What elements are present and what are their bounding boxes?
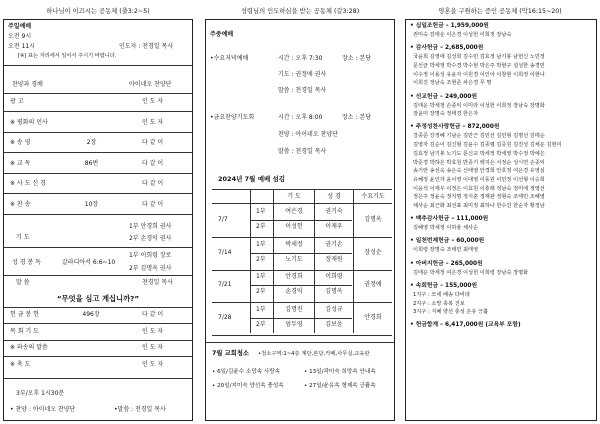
offering-names: 2지구 : 소망 축복 진보 xyxy=(413,300,465,307)
divider xyxy=(4,173,192,174)
divider xyxy=(4,378,192,379)
offering-panel xyxy=(405,19,597,421)
divider xyxy=(4,340,192,341)
schedule-prayer: 안경희 xyxy=(285,273,303,280)
wednesday-name: •수요저녁예배 xyxy=(210,55,249,62)
schedule-part: 2부 xyxy=(256,255,266,263)
cleaning-duty-1: • 6일/김윤수 소망속 사랑속 xyxy=(212,369,281,375)
schedule-part: 2부 xyxy=(256,223,266,230)
order-item-leader: 다 같 이 xyxy=(142,139,164,146)
schedule-prayer: 박세정 xyxy=(285,240,303,248)
wednesday-time: 시간 : 오후 7:30 xyxy=(278,55,323,62)
schedule-part: 2부 xyxy=(256,320,266,328)
divider xyxy=(4,275,192,276)
scripture-passage: 갈라디아서 6:6~10 xyxy=(62,259,116,266)
offering-heading: • 속회헌금 – 155,000원 xyxy=(410,282,478,289)
divider xyxy=(4,132,192,133)
offering-names: 장윤미 장명숙 정태경 한은자 xyxy=(413,111,479,118)
order-item-label: 광 고 xyxy=(10,98,24,105)
schedule-prayer: 손경익 xyxy=(285,288,303,295)
offering-names: 권미숙 김태운 이은경 이성헌 이희정 장남숙 xyxy=(413,32,512,38)
worship-team: 아이네오 찬양단 xyxy=(129,81,172,88)
schedule-scripture: 권기숙 xyxy=(325,208,343,215)
order-item-label: ※ 송 영 xyxy=(10,139,31,146)
table-group-line xyxy=(212,335,392,336)
table-head-prayer: 기 도 xyxy=(287,193,301,200)
table-group-line xyxy=(212,237,392,238)
offering-names: 1지구 : 모세 배송 다비데 xyxy=(413,291,470,298)
order-item-label: ※ 평화의 인사 xyxy=(10,118,48,126)
offering-heading: • 아버지헌금 – 265,000원 xyxy=(410,260,483,267)
schedule-prayer: 노기도 xyxy=(285,255,303,263)
left-column-title: 하나님이 이끄시는 공동체 (출3:2~5) xyxy=(46,8,150,15)
order-item-label: ※ 사 도 신 경 xyxy=(10,180,46,187)
offering-names: 이희진 정남숙 조현준 차은경 무 명 xyxy=(413,80,492,87)
divider xyxy=(4,307,192,308)
sermon-preacher: 천경일 목사 xyxy=(142,279,173,286)
schedule-part: 1부 xyxy=(256,240,266,248)
offering-names: 송기란 송선욱 송은숙 신태영 안경희 안호정 여은경 유영심 xyxy=(413,168,545,175)
schedule-date: 7/28 xyxy=(218,313,232,321)
friday-name: •금요찬양기도회 xyxy=(210,114,255,121)
table-column-line xyxy=(250,189,251,333)
table-column-line xyxy=(273,189,274,333)
schedule-scripture: 정재원 xyxy=(325,255,343,263)
schedule-wednesday: 김명옥 xyxy=(364,216,382,223)
cleaning-title: 7월 교회청소 xyxy=(212,350,249,357)
order-item-leader: 다 같 이 xyxy=(142,311,164,318)
table-head-line xyxy=(212,203,392,204)
offering-names: 채사순 최근화 최선표 최미정 최하나 한수진 한순자 황정남 xyxy=(413,203,545,209)
table-group-line xyxy=(212,270,392,271)
order-item-detail: 2장 xyxy=(86,139,97,146)
sermon-label: 말 씀 xyxy=(16,279,30,286)
schedule-part: 2부 xyxy=(256,288,266,295)
order-item-label: ※ 찬 송 xyxy=(10,200,31,208)
offering-names: 국윤희 김영애 김성희 김수민 김효정 남기봉 남헌신 노민정 xyxy=(413,54,545,61)
cleaning-duty-4: • 27일/윤유속 형제속 긍휼속 xyxy=(304,383,376,389)
schedule-scripture: 김보윤 xyxy=(325,320,343,328)
cleaning-area: •청소구역:1~4층 계단,본당,카페,사무실,교육관 xyxy=(258,351,370,357)
schedule-date: 7/14 xyxy=(218,248,232,256)
order-item-label: ※ 교 독 xyxy=(10,159,31,167)
offering-names: 김혜영 박세정 이하율 채사순 xyxy=(413,225,479,232)
divider xyxy=(4,111,192,112)
schedule-scripture: 이재우 xyxy=(325,223,343,230)
order-item-leader: 인 도 자 xyxy=(142,327,164,335)
order-item-label: 목 회 기 도 xyxy=(10,327,39,335)
offering-names: 김영자 김순이 김신형 김윤수 김종렬 김증원 김진성 김채운 김현미 xyxy=(413,142,562,149)
schedule-scripture: 김명옥 xyxy=(325,288,343,295)
offering-heading: • 선교헌금 – 249,000원 xyxy=(410,93,478,100)
service-time-1: 오전 9시 xyxy=(8,33,32,40)
prayer-label: 기 도 xyxy=(16,234,30,241)
order-item-leader: 인 도 자 xyxy=(142,118,164,126)
cleaning-duty-2: • 13일/곽미숙 희망속 안내속 xyxy=(304,369,376,375)
friday-place: 장소 : 본당 xyxy=(342,114,372,121)
wednesday-prayer: 기도 : 권정애 권사 xyxy=(278,71,327,78)
schedule-wednesday: 장성순 xyxy=(364,248,382,256)
divider xyxy=(4,247,192,248)
schedule-scripture: 권기손 xyxy=(325,240,343,248)
order-item-label: 헌 금 봉 헌 xyxy=(10,311,39,318)
prayer-1: 1부 안경희 권사 xyxy=(129,223,172,230)
order-item-detail: 496장 xyxy=(82,311,100,318)
divider xyxy=(4,323,192,324)
table-row-line xyxy=(250,220,352,221)
offering-heading: • 맥추감사헌금 – 111,000원 xyxy=(410,216,489,223)
cleaning-duty-3: • 20일/지미숙 양선속 충성속 xyxy=(212,383,284,389)
schedule-prayer: 김명진 xyxy=(285,305,303,313)
table-top-line xyxy=(212,189,392,190)
service-leader: 인도자 : 천경일 목사 xyxy=(119,43,174,50)
schedule-date: 7/7 xyxy=(218,216,228,223)
service-time-2: 오전 11시 xyxy=(8,43,35,50)
schedule-part: 1부 xyxy=(256,208,266,215)
scripture-reader-2: 2부 김명옥 권사 xyxy=(129,265,172,272)
offering-names: 이윤석 이재우 이정은 이효원 이흥래 정남숙 정미애 정영선 xyxy=(413,185,545,192)
left-column xyxy=(0,0,196,424)
scripture-reader-1: 1부 이희령 장로 xyxy=(129,252,172,259)
right-column xyxy=(402,0,598,424)
order-item-leader: 인 도 자 xyxy=(142,344,164,351)
offering-names: 3지구 : 지혜 양선 충성 온유 긍휼 xyxy=(413,309,489,316)
schedule-part: 1부 xyxy=(256,305,266,313)
order-item-leader: 인 도 자 xyxy=(142,360,164,368)
sermon-title: “무엇을 심고 계십니까?” xyxy=(56,294,140,303)
afternoon-message: •말씀 : 천경일 목사 xyxy=(114,406,166,413)
table-row-line xyxy=(250,318,352,319)
divider xyxy=(4,152,192,153)
order-item-leader: 다 같 이 xyxy=(142,159,164,167)
divider xyxy=(206,342,394,343)
sunday-service-label: 주일예배 xyxy=(8,23,32,30)
divider xyxy=(4,93,192,94)
divider xyxy=(4,356,192,357)
table-head-scripture: 성 경 xyxy=(327,193,341,200)
schedule-title: 2024년 7월 예배 섬김 xyxy=(218,175,286,183)
offering-heading: • 일천번제헌금 – 60,000원 xyxy=(410,238,485,245)
schedule-wednesday: 권정애 xyxy=(364,281,382,288)
schedule-wednesday: 안경희 xyxy=(364,313,382,321)
friday-worship: 찬양 : 아이네오 찬양단 xyxy=(278,131,338,138)
order-item-leader: 다 같 이 xyxy=(142,180,164,187)
friday-time: 시간 : 오후 8:00 xyxy=(278,114,323,121)
order-item-label: ※ 축 도 xyxy=(10,360,31,368)
schedule-prayer: 이성헌 xyxy=(285,223,303,230)
table-group-line xyxy=(212,302,392,303)
table-column-line xyxy=(353,189,354,333)
order-heading: 찬양과 경배 xyxy=(12,81,43,88)
offering-names: 강종준 강정혜 기남순 김만근 김민선 김민형 김명선 김태순 xyxy=(413,133,545,140)
weekday-panel xyxy=(205,19,395,421)
schedule-scripture: 이희령 xyxy=(325,273,343,280)
sunday-service-panel xyxy=(3,19,193,421)
offering-heading: • 십일조헌금 – 1,959,000원 xyxy=(410,23,489,29)
friday-message: 말씀 : 천경일 목사 xyxy=(278,148,327,155)
table-head-wednesday: 수요기도 xyxy=(361,193,385,200)
prayer-2: 2부 손경익 권사 xyxy=(129,235,172,242)
middle-column-title: 성령님의 인도하심을 받는 공동체 (갈3:28) xyxy=(240,8,360,15)
offering-heading: • 헌금합계 – 6,417,000원 (교육부 포함) xyxy=(410,322,521,329)
divider xyxy=(4,214,192,215)
schedule-prayer: 여은경 xyxy=(285,208,303,215)
wednesday-place: 장소 : 본당 xyxy=(342,55,372,62)
schedule-scripture: 김성규 xyxy=(325,305,343,313)
offering-names: 이수정 이용성 유윤자 이원경 이인아 이창현 이희정 이현나 xyxy=(413,71,545,78)
scripture-label: 성 경 봉 독 xyxy=(12,259,41,266)
table-column-line xyxy=(314,189,315,333)
offering-names: 정은주 정윤숙 정지명 정지훈 정재관 정형숙 조태민 조혜영 xyxy=(413,194,545,201)
offering-names: 김태운 박세정 여은경 이성헌 이희령 장남숙 장명화 xyxy=(413,269,529,276)
divider xyxy=(4,65,192,66)
weekday-heading: 주중예배 xyxy=(210,31,234,38)
schedule-part: 1부 xyxy=(256,273,266,280)
wednesday-message: 말씀 : 천경일 목사 xyxy=(278,87,327,94)
offering-names: 문선균 박세정 박수경 박수현 박은주 박현구 설성한 송경민 xyxy=(413,62,545,69)
order-item-detail: 10장 xyxy=(84,200,99,208)
offering-heading: • 주정성찬사랑헌금 – 872,000원 xyxy=(410,124,500,131)
offering-names: 이희령 장명숙 조태민 최태영 xyxy=(413,247,479,254)
afternoon-time: 3부/오후 1시30분 xyxy=(16,390,65,397)
schedule-date: 7/21 xyxy=(218,281,232,288)
middle-column xyxy=(202,0,398,424)
schedule-prayer: 엄두영 xyxy=(285,320,303,328)
offering-names: 유혜정 윤인자 윤이영 이대영 이동원 이민정 이선형 이승희 xyxy=(413,176,545,183)
divider xyxy=(4,193,192,194)
table-row-line xyxy=(250,285,352,286)
offering-names: 김효정 남기봉 노기도 문신교 박세정 박세영 박수정 박예은 xyxy=(413,150,545,157)
order-item-label: ※ 파송의 말씀 xyxy=(10,344,48,351)
order-item-leader: 인 도 자 xyxy=(142,98,164,105)
offering-names: 김태운 박세정 손종익 이미라 이성헌 이희정 장남숙 장명화 xyxy=(413,102,545,109)
offering-heading: • 감사헌금 – 2,685,000원 xyxy=(410,45,484,52)
stand-note: [※] 표는 자리에서 일어서 주시기 바랍니다. xyxy=(18,53,117,59)
right-column-title: 영혼을 구원하는 증인 공동체 (막16:15~20) xyxy=(438,8,562,15)
order-item-detail: 86번 xyxy=(84,159,99,167)
afternoon-worship: • 찬양 : 아이네오 찬양단 xyxy=(10,406,76,413)
offering-names: 박준경 박하은 박효원 반종기 백지은 서정순 성시연 손종익 xyxy=(413,159,545,166)
order-item-leader: 다 같 이 xyxy=(142,200,164,208)
table-row-line xyxy=(250,253,352,254)
